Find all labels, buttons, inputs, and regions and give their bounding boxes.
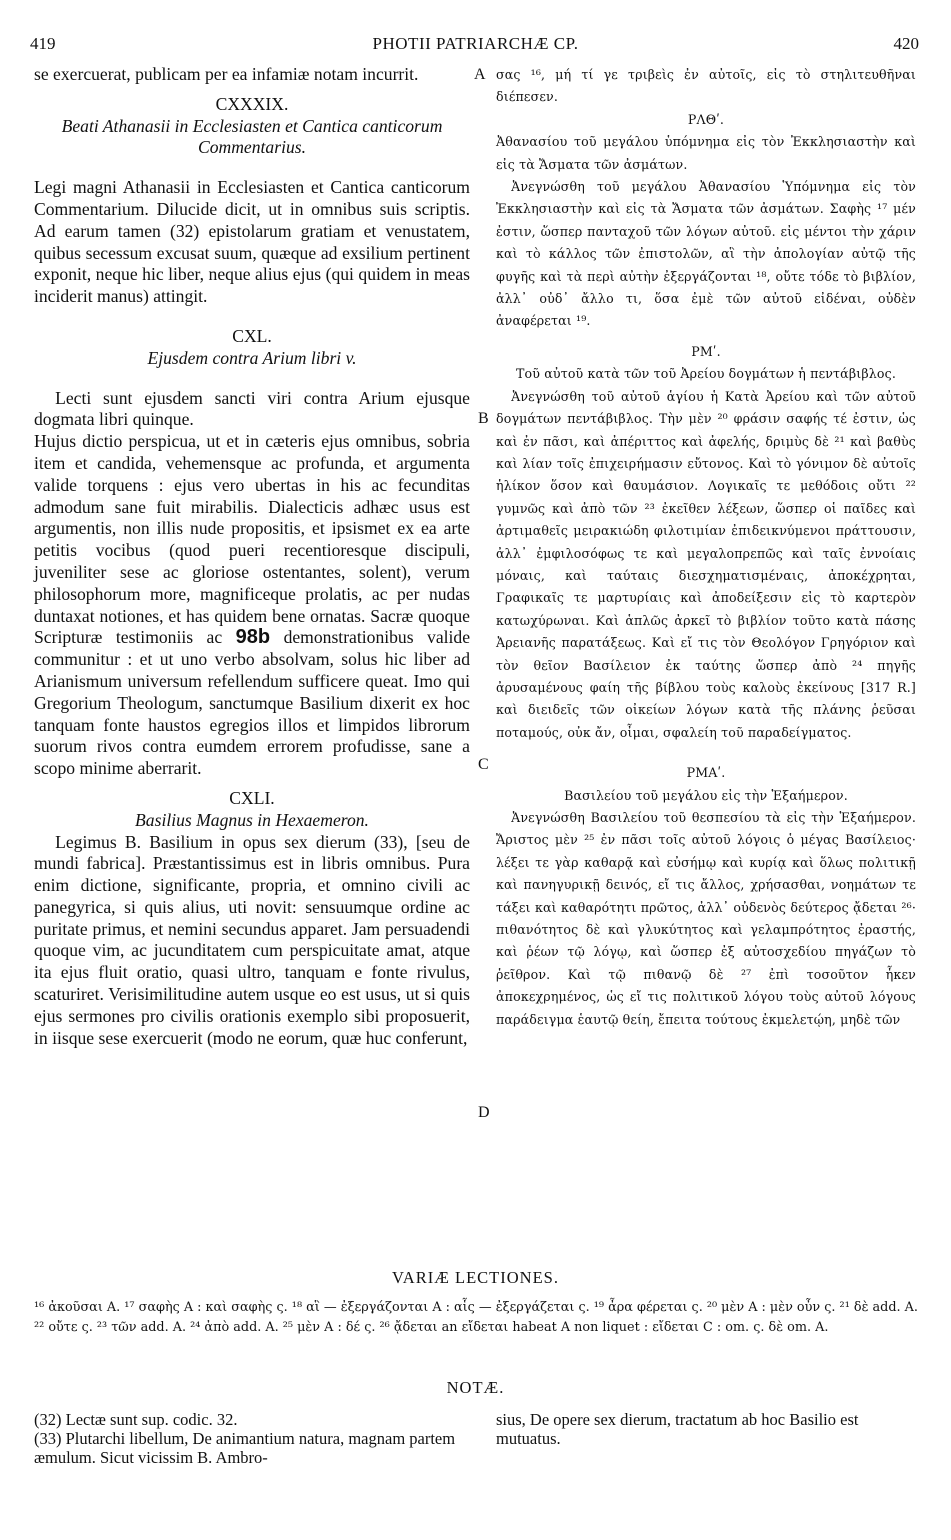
- greek-section-141-title: Βασιλείου τοῦ μεγάλου εἰς τὴν Ἑξαήμερον.: [564, 787, 848, 803]
- running-title: PHOTII PATRIARCHÆ CP.: [372, 34, 579, 53]
- greek-section-140-text: Ἀνεγνώσθη τοῦ αὐτοῦ ἁγίου ἡ Κατὰ Ἀρείου καὶ τῶν αὐτοῦ δογμάτων πεντάβιβλος. Τὴν μὲν ²⁰ φράσιν σαφής τέ ἐστιν, ὡς καὶ ἐν πᾶσι, καὶ ἀπέριττος καὶ ἀφελής, δριμὺς δὲ ²¹ καὶ βαθὺς καὶ λίαν τοῖς ἐπιχειρήμασιν εὔτονος. Καὶ τὸ γόνιμον δὲ αὐτοῖς ἡλίκον ὅσον καὶ θαυμάσιον. Λογικαῖς τε μεθόδοις οὔτι ²² γυμνῶς καὶ ἀπὸ τῶν ²³ ἐκεῖθεν λέξεων, ὥσπερ οἱ παῖδες καὶ ἀρτιμαθεῖς μειρακιώδη φιλοτιμίαν ἐπιδεικνύμενοι πράττουσιν, ἀλλ᾽ ἐμφιλοσόφως τε καὶ μεγαλοπρεπῶς καὶ ταῖς ἐννοίαις μόναις, καὶ ταύταις διεσχηματισμέναις, ἀποκέχρηται, Γραφικαῖς τε μαρτυρίαις καὶ ἀποδείξεσιν εἰς τὸ καρτερὸν κατωχύρωναι. Καὶ ἁπλῶς ἀρκεῖ τὸ βιβλίον τοῦτο κατὰ πάσης Ἀρειανῆς παρατάξεως. Καὶ εἴ τις τὸν Θεολόγον Γρηγόριον καὶ τὸν θεῖον Βασίλειον ἐκ ταύτης ὥσπερ ἀπὸ ²⁴ πηγῆς ἀρυσαμένους φαίη τῆς βίβλου τοὺς καλοὺς ἐκείνους [317 R.] καὶ διειδεῖς τῶν οἰκείων λόγων κατὰ τῆς πλάνης ῥεῦσαι ποταμούς, οὐκ ἄν, οἶμαι, σφαλείη τοῦ παραδείγματος.: [496, 388, 916, 740]
- greek-section-139-text: Ἀνεγνώσθη τοῦ μεγάλου Ἀθανασίου Ὑπόμνημα εἰς τὸν Ἐκκλησιαστὴν καὶ εἰς τὰ Ἄσματα τῶν ἀσμάτων. Σαφὴς ¹⁷ μέν ἐστιν, ὥσπερ πανταχοῦ τῶν λόγων αὐτοῦ. εἰς μέντοι τὴν χάριν καὶ τὸ κάλλος τῶν ἐπιστολῶν, αἳ τὴν ἀπολογίαν αὐτῷ τῆς φυγῆς καὶ τὰ περὶ αὐτὴν ἐξεργάζονται ¹⁸, οὔτε τόδε τὸ βιβλίον, ἀλλ᾽ οὐδ᾽ ἄλλο τι, ὅσα ἐμὲ τῶν αὐτοῦ εἰδέναι, οὐδὲν ἀναφέρεται ¹⁹.: [496, 179, 916, 329]
- latin-section-141-number: CXLI.: [229, 787, 275, 808]
- latin-column: [34, 64, 470, 1049]
- page-header: [0, 34, 951, 56]
- greek-section-139-number: ΡΛΘʹ.: [687, 111, 725, 127]
- latin-section-139-title: Beati Athanasii in Ecclesiasten et Cantica canticorum Commentarius.: [61, 115, 443, 158]
- notes-left-column: [34, 1410, 474, 1467]
- note-32: (32) Lectæ sunt sup. codic. 32.: [34, 1410, 238, 1429]
- variae-lectiones-heading: VARIÆ LECTIONES.: [392, 1268, 559, 1287]
- greek-section-140-number: ΡΜʹ.: [691, 343, 721, 359]
- latin-section-140-number: CXL.: [232, 325, 272, 346]
- latin-section-141-title: Basilius Magnus in Hexaemeron.: [135, 809, 369, 830]
- latin-section-139-text: Legi magni Athanasii in Ecclesiasten et Cantica canticorum Commentarium. Dilucide dicit, ut in omnibus suis scriptis. Ad earum tamen (32) epistolarum gratiam et venustatem, quibus secessum excusat suum, quæque ad exsilium pertinent exponit, neque hic liber, neque alius ejus (qui quidem in meas inciderit manus) attingit.: [34, 177, 470, 307]
- latin-section-140-body-a: Hujus dictio perspicua, ut et in cæteris ejus omnibus, sobria item et candida, vehemensque ac profunda, et argumenta valide torquens : ejus vero ubertas in his ac fecunditas admodum sane fuit mirabilis. Dialecticis adhæc usus est argumentis, non illis nude propositis, et ipsismet ex ea arte petitis vocibus (quod pueri recentioresque discipuli, juveniliter sese ac gloriose ostentantes, solent), verum philosophorum more, magnificeque prolatis, ac per nudas duntaxat notiones, et has quidem bene ornatas. Sacræ quoque Scripturæ testimoniis ac: [34, 431, 470, 648]
- greek-section-139-title: Ἀθανασίου τοῦ μεγάλου ὑπόμνημα εἰς τὸν Ἐκκλησιαστὴν καὶ εἰς τὰ Ἄσματα τῶν ἀσμάτων.: [496, 134, 916, 172]
- latin-section-140-title: Ejusdem contra Arium libri v.: [147, 347, 357, 368]
- notae-heading: NOTÆ.: [446, 1378, 505, 1397]
- margin-letter-b: B: [478, 410, 489, 427]
- latin-continuation: se exercuerat, publicam per ea infamiæ notam incurrit.: [34, 64, 419, 84]
- margin-letter-d: D: [478, 1104, 490, 1121]
- variae-lectiones-text: ¹⁶ ἀκοῦσαι A. ¹⁷ σαφὴς A : καὶ σαφὴς ς. ¹⁸ αἳ — ἐξεργάζονται A : αἷς — ἐξεργάζεται ς. ¹⁹ ἆρα φέρεται ς. ²⁰ μὲν A : μὲν οὖν ς. ²¹ δὲ add. A. ²² οὔτε ς. ²³ τῶν add. A. ²⁴ ἀπὸ add. A. ²⁵ μὲν A : δέ ς. ²⁶ ᾄδεται an εἴδεται habeat A non liquet : εἴδεται C : om. ς. δὲ om. A.: [34, 1300, 918, 1335]
- latin-section-140-intro: Lecti sunt ejusdem sancti viri contra Arium ejusque dogmata libri quinque.: [34, 387, 470, 430]
- latin-section-141-text: Legimus B. Basilium in opus sex dierum (33), [seu de mundi fabrica]. Præstantissimus est in libris omnibus. Pura enim dictione, significante, propria, et omnino civili ac panegyrica, si quis alius, uti novit: sensuumque ordine ac puritate primus, et nemini secundus apparet. Jam persuadendi quoque vim, ac jucunditatem cum perspicuitate amat, atque ita ejus fluit oratio, quasi ultro, tanquam e fonte rivulus, scaturiret. Verisimilitudine autem usque eo est usus, ut si quis ejus sermones pro civilis orationis exemplo sibi proposuerit, in iisque sese exercuerit (modo ne eorum, quæ huc conferunt,: [34, 831, 470, 1048]
- latin-section-140-body: [34, 431, 470, 780]
- greek-section-140-title: Τοῦ αὐτοῦ κατὰ τῶν τοῦ Ἀρείου δογμάτων ἡ πεντάβιβλος.: [516, 366, 896, 382]
- greek-section-141-number: ΡΜΑʹ.: [686, 765, 726, 781]
- latin-section-139-number: CXXXIX.: [215, 93, 289, 114]
- margin-letter-c: C: [478, 756, 489, 773]
- greek-column: [496, 64, 916, 1031]
- greek-continuation: σας ¹⁶, μή τί γε τριβεὶς ἐν αὐτοῖς, εἰς τὸ στηλιτευθῆναι διέπεσεν.: [496, 67, 916, 105]
- notes-right-column: [496, 1410, 916, 1448]
- latin-section-140-body-b: demonstrationibus valide communitur : et ut uno verbo absolvam, solus hic liber ad Arianismum universum refellendum sufficere queat. Imo qui Gregorium Theologum, sanctumque Basilium dixerit ex hoc tanquam fonte haustos egregios illos et limpidos librorum suorum rivos contra eumdem errorem profudisse, sane a scopo minime aberrarit.: [34, 627, 471, 779]
- folio-marker: 98b: [235, 626, 271, 649]
- page-number-left: 419: [30, 34, 56, 53]
- margin-letter-a: A: [474, 66, 486, 83]
- page-number-right: 420: [893, 34, 919, 53]
- greek-section-141-text: Ἀνεγνώσθη Βασιλείου τοῦ θεσπεσίου τὰ εἰς τὴν Ἑξαήμερον. Ἄριστος μὲν ²⁵ ἐν πᾶσι τοῖς αὐτοῦ λόγοις ὁ μέγας Βασίλειος· λέξει τε γὰρ καθαρᾷ καὶ εὐσήμῳ καὶ κυρίᾳ καὶ ὅλως πολιτικῇ καὶ πανηγυρικῇ δεινός, εἴ τις ἄλλος, χρήσασθαι, νοημάτων τε τάξει καὶ καθαρότητι πρῶτος, ἀλλ᾽ οὐδενὸς δεύτερος ᾄδεται ²⁶· πιθανότητος δὲ καὶ γλυκύτητος καὶ γελαμπρότητος ἐραστής, καὶ ῥέων τῷ λόγῳ, καὶ ὥσπερ ἐξ αὐτοσχεδίου πηγάζων τὸ ῥεῖθρον. Καὶ τῷ πιθανῷ δὲ ²⁷ ἐπὶ τοσοῦτον ἧκεν ἀποκεχρημένος, ὡς εἴ τις πολιτικοῦ λόγου τοὺς αὐτοῦ λόγους παράδειγμα ἑαυτῷ θείη, ἔπειτα τούτους ἐκμελετῴη, μηδὲ τῶν: [496, 810, 916, 1027]
- note-33-part-2: sius, De opere sex dierum, tractatum ab hoc Basilio est mutuatus.: [496, 1410, 859, 1448]
- note-33-part-1: (33) Plutarchi libellum, De animantium natura, magnam partem æmulum. Sicut vicissim B. Ambro-: [34, 1429, 456, 1467]
